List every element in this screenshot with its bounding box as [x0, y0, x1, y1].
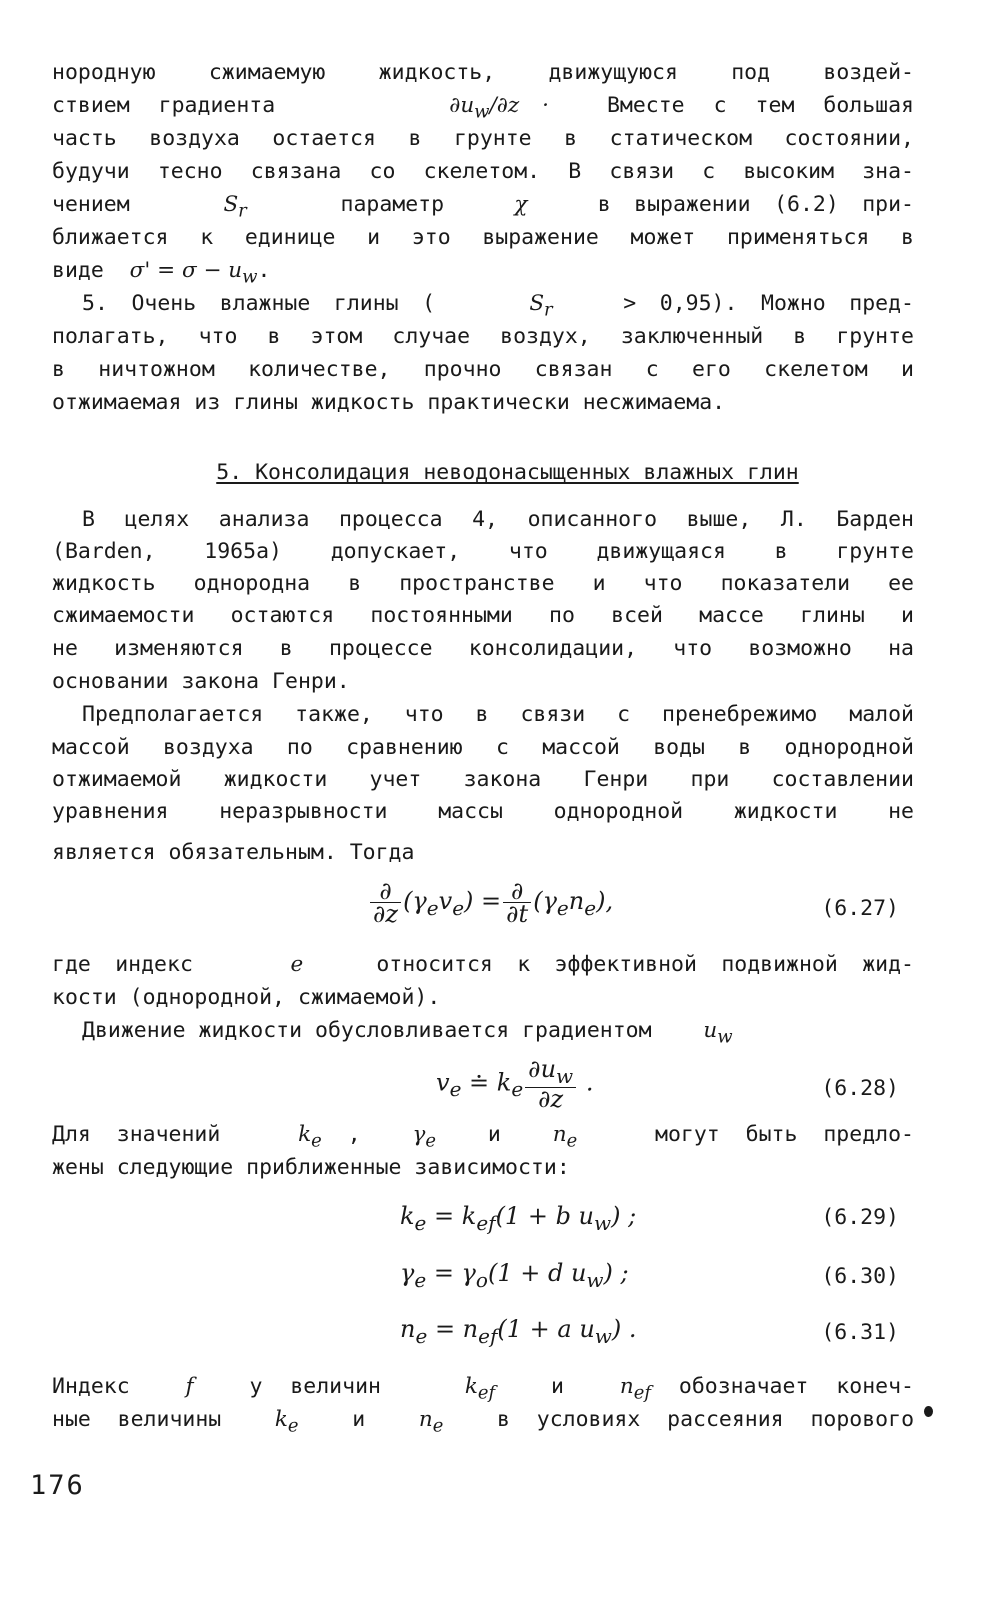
text-line: Движение жидкости обусловливается градиентом $u_w$: [82, 1018, 733, 1048]
text-line: отжимаемой жидкости учет закона Генри при составлении: [52, 767, 914, 792]
text-line: ствием градиента $\partial u_w/\partial z$ · Вместе с тем большая: [52, 93, 914, 123]
text-line: нородную сжимаемую жидкость, движущуюся под воздей-: [52, 60, 914, 85]
text-line: кости (однородной, сжимаемой).: [52, 985, 441, 1010]
text-line: полагать, что в этом случае воздух, заключенный в грунте: [52, 324, 914, 349]
text-line: чением $S_r$ параметр χ в выражении (6.2) при-: [52, 192, 915, 222]
equation-number: (6.31): [821, 1320, 899, 1345]
text-line: часть воздуха остается в грунте в статическом состоянии,: [52, 126, 914, 151]
text-line: (Barden, 1965а) допускает, что движущаяся в грунте: [52, 539, 914, 564]
ink-dot: [924, 1406, 933, 1417]
text-line: будучи тесно связана со скелетом. В связи с высоким зна-: [52, 159, 914, 184]
equation-number: (6.28): [821, 1076, 899, 1101]
text-line: ближается к единице и это выражение может применяться в: [52, 225, 914, 250]
text-line: виде $\sigma' = \sigma - u_w$.: [52, 258, 271, 288]
text-line: ные величины $k_e$ и $n_e$ в условиях рассеяния порового: [52, 1407, 915, 1437]
text-line: сжимаемости остаются постоянными по всей массе глины и: [52, 603, 914, 628]
text-line: отжимаемая из глины жидкость практически несжимаема.: [52, 390, 726, 415]
section-heading: 5. Консолидация неводонасыщенных влажных глин: [216, 460, 799, 485]
text-line: является обязательным. Тогда: [52, 840, 415, 865]
text-line: Индекс f у величин $k_{ef}$ и $n_{ef}$ обозначает конеч-: [52, 1374, 914, 1404]
text-line: Предполагается также, что в связи с пренебрежимо малой: [82, 702, 914, 727]
text-line: жены следующие приближенные зависимости:: [52, 1155, 570, 1180]
equation-6-29: $k_e = k_{ef}(1 + b$ $u_w$) ;: [400, 1202, 637, 1235]
text-line: основании закона Генри.: [52, 669, 350, 694]
text-line: в ничтожном количестве, прочно связан с его скелетом и: [52, 357, 914, 382]
equation-number: (6.27): [821, 896, 899, 921]
equation-number: (6.30): [821, 1264, 899, 1289]
text-line: жидкость однородна в пространстве и что показатели ее: [52, 571, 914, 596]
text-line: 5. Очень влажные глины ( $S_r$ > 0,95). Можно пред-: [82, 291, 914, 321]
equation-6-30: $\gamma_e = \gamma_o(1 + d$ $u_w$) ;: [400, 1259, 629, 1292]
page-number: 176: [30, 1470, 85, 1501]
text-line: не изменяются в процессе консолидации, что возможно на: [52, 636, 914, 661]
equation-6-28: $v_e$ ≐ $k_e$ $\frac{\partial u_w}{\partial z}$ .: [436, 1055, 594, 1113]
text-line: В целях анализа процесса 4, описанного выше, Л. Барден: [82, 507, 914, 532]
text-line: Для значений $k_e$ , $\gamma_e$ и $n_e$ могут быть предло-: [52, 1122, 914, 1152]
text-line: уравнения неразрывности массы однородной жидкости не: [52, 799, 914, 824]
equation-number: (6.29): [821, 1205, 899, 1230]
text-line: где индекс e относится к эффективной подвижной жид-: [52, 952, 914, 977]
equation-6-27: $\frac{\partial}{\partial z}$ $(\gamma_ev_e)$ = $\frac{\partial}{\partial t}$ $(\gamma_en_e)$,: [368, 880, 613, 925]
equation-6-31: $n_e = n_{ef}(1 + a$ $u_w$) .: [400, 1315, 637, 1348]
text-line: массой воздуха по сравнению с массой воды в однородной: [52, 735, 914, 760]
